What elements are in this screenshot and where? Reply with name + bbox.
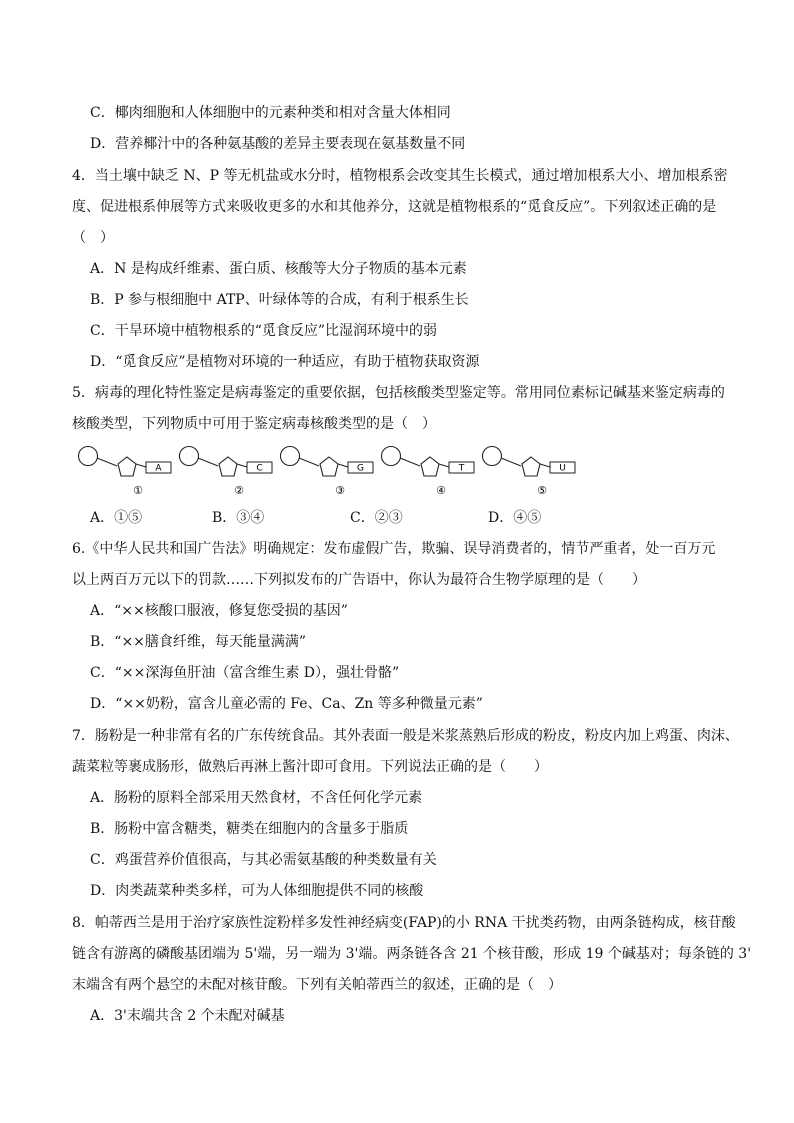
q7-option-d: D．肉类蔬菜种类多样，可为人体细胞提供不同的核酸 xyxy=(90,883,424,899)
phosphate-circle xyxy=(180,447,199,466)
phosphate-circle xyxy=(483,447,502,466)
q8-option-a: A．3'末端共含 2 个未配对碱基 xyxy=(90,1008,285,1024)
q8-stem-line-1: 8．帕蒂西兰是用于治疗家族性淀粉样多发性神经病变(FAP)的小 RNA 干扰类药物，由两条链构成，核苷酸 xyxy=(72,915,736,931)
q3-option-d: D．营养椰汁中的各种氨基酸的差异主要表现在氨基数量不同 xyxy=(90,136,466,152)
nucleotide-1 xyxy=(79,447,172,498)
phosphate-circle xyxy=(79,447,98,466)
phosphate-circle xyxy=(281,447,300,466)
q6-stem-line-2: 以上两百万元以下的罚款……下列拟发布的广告语中，你认为最符合生物学原理的是（ ） xyxy=(72,572,646,588)
pentose-ring xyxy=(118,457,136,476)
bond-line xyxy=(439,464,449,467)
nucleotide-5 xyxy=(483,447,576,498)
q4-stem-line-1: 4．当土壤中缺乏 N、P 等无机盐或水分时，植物根系会改变其生长模式，通过增加根系大小、增加根系密 xyxy=(72,168,728,184)
q4-stem-line-2: 度、促进根系伸展等方式来吸收更多的水和其他养分，这就是植物根系的“觅食反应”。下列叙述正确的是 xyxy=(72,199,717,215)
q5-option-a: A．①⑤ xyxy=(90,510,143,526)
q7-stem-line-2: 蔬菜粒等裹成肠形，做熟后再淋上酱汁即可食用。下列说法正确的是（ ） xyxy=(72,759,548,775)
q7-option-a: A．肠粉的原料全部采用天然食材，不含任何化学元素 xyxy=(90,790,423,806)
q7-option-b: B．肠粉中富含糖类，糖类在细胞内的含量多于脂质 xyxy=(90,821,409,837)
nucleotide-number: ⑤ xyxy=(537,484,547,497)
q4-option-d: D．“觅食反应”是植物对环境的一种适应，有助于植物获取资源 xyxy=(90,354,480,370)
q4-option-a: A．N 是构成纤维素、蛋白质、核酸等大分子物质的基本元素 xyxy=(90,261,467,277)
nucleotide-number: ① xyxy=(133,484,143,497)
base-label: C xyxy=(256,463,263,474)
q5-stem-line-2: 核酸类型，下列物质中可用于鉴定病毒核酸类型的是（ ） xyxy=(72,416,436,432)
nucleotide-diagram xyxy=(76,444,586,500)
q5-option-c: C．②③ xyxy=(350,510,403,526)
bond-line xyxy=(237,464,247,467)
bond-line xyxy=(540,464,550,467)
base-label: U xyxy=(559,463,566,474)
q4-stem-line-3: （ ） xyxy=(72,230,114,246)
q7-stem-line-1: 7．肠粉是一种非常有名的广东传统食品。其外表面一般是米浆蒸熟后形成的粉皮，粉皮内加上鸡蛋、肉沫、 xyxy=(72,728,739,744)
nucleotide-number: ④ xyxy=(436,484,446,497)
q5-option-b: B．③④ xyxy=(212,510,265,526)
base-label: G xyxy=(357,463,364,474)
bond-line xyxy=(299,458,319,466)
q6-option-d: D．“××奶粉，富含儿童必需的 Fe、Ca、Zn 等多种微量元素” xyxy=(90,696,483,712)
nucleotide-number: ③ xyxy=(335,484,345,497)
q7-option-c: C．鸡蛋营养价值很高，与其必需氨基酸的种类数量有关 xyxy=(90,852,437,868)
base-label: A xyxy=(155,463,162,474)
bond-line xyxy=(136,464,146,467)
bond-line xyxy=(338,464,348,467)
q8-stem-line-3: 末端含有两个悬空的未配对核苷酸。下列有关帕蒂西兰的叙述，正确的是（ ） xyxy=(72,977,562,993)
nucleotide-4 xyxy=(382,447,475,498)
bond-line xyxy=(400,458,420,466)
q4-option-c: C．干旱环境中植物根系的“觅食反应”比湿润环境中的弱 xyxy=(90,323,438,339)
nucleotide-3 xyxy=(281,447,374,498)
bond-line xyxy=(97,458,117,466)
q6-option-a: A．“××核酸口服液，修复您受损的基因” xyxy=(90,603,348,619)
phosphate-circle xyxy=(382,447,401,466)
q6-option-b: B．“××膳食纤维，每天能量满满” xyxy=(90,634,307,650)
bond-line xyxy=(501,458,521,466)
base-label: T xyxy=(458,463,465,474)
q6-stem-line-1: 6.《中华人民共和国广告法》明确规定：发布虚假广告，欺骗、误导消费者的，情节严重者，处一百万元 xyxy=(72,541,716,557)
pentose-ring xyxy=(320,457,338,476)
nucleotide-number: ② xyxy=(234,484,244,497)
q4-option-b: B．P 参与根细胞中 ATP、叶绿体等的合成，有利于根系生长 xyxy=(90,292,469,308)
q5-stem-line-1: 5．病毒的理化特性鉴定是病毒鉴定的重要依据，包括核酸类型鉴定等。常用同位素标记碱基来鉴定病毒的 xyxy=(72,385,725,401)
pentose-ring xyxy=(421,457,439,476)
pentose-ring xyxy=(522,457,540,476)
q5-option-d: D．④⑤ xyxy=(488,510,542,526)
q8-stem-line-2: 链含有游离的磷酸基团端为 5'端，另一端为 3'端。两条链各含 21 个核苷酸，形成 19 个碱基对；每条链的 3' xyxy=(72,946,752,962)
q3-option-c: C．椰肉细胞和人体细胞中的元素种类和相对含量大体相同 xyxy=(90,105,451,121)
pentose-ring xyxy=(219,457,237,476)
nucleotide-2 xyxy=(180,447,273,498)
q6-option-c: C．“××深海鱼肝油（富含维生素 D），强壮骨骼” xyxy=(90,665,400,681)
bond-line xyxy=(198,458,218,466)
